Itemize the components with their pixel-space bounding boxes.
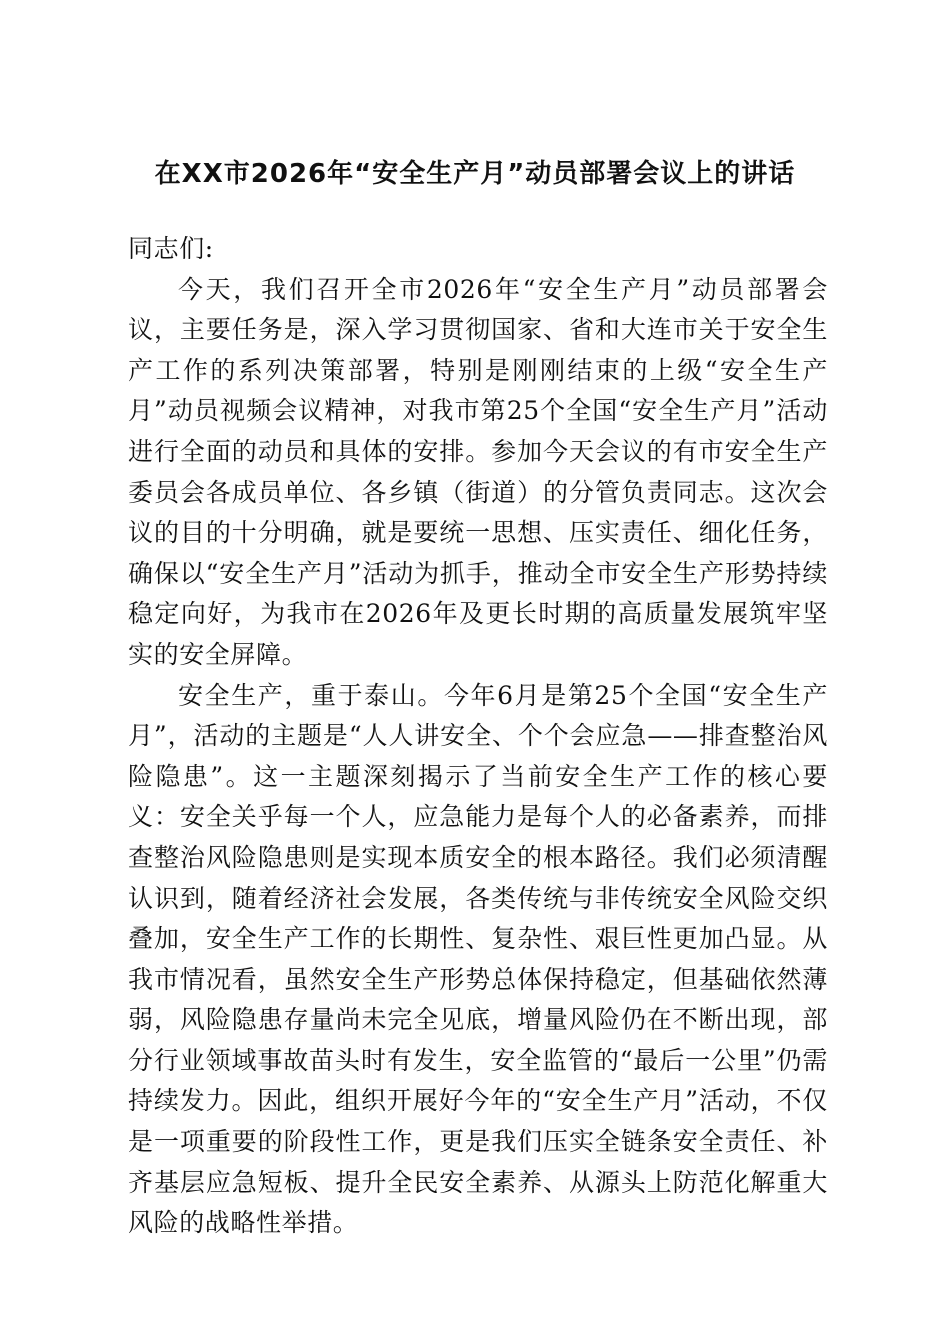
salutation: 同志们: — [128, 234, 214, 263]
document-title: 在XX市2026年“安全生产月”动员部署会议上的讲话 — [154, 159, 796, 189]
paragraph-1: 今天，我们召开全市2026年“安全生产月”动员部署会议，主要任务是，深入学习贯彻国家、省和大连市关于安全生产工作的系列决策部署，特别是刚刚结束的上级“安全生产月”动员视频会议精神，对我市第25个全国“安全生产月”活动进行全面的动员和具体的安排。参加今天会议的有市安全生产委员会各成员单位、各乡镇（街道）的分管负责同志。这次会议的目的十分明确，就是要统一思想、压实责任、细化任务，确保以“安全生产月”活动为抓手，推动全市安全生产形势持续稳定向好，为我市在2026年及更长时期的高质量发展筑牢坚实的安全屏障。 — [128, 274, 828, 669]
paragraph-2: 安全生产，重于泰山。今年6月是第25个全国“安全生产月”，活动的主题是“人人讲安全、个个会应急——排查整治风险隐患”。这一主题深刻揭示了当前安全生产工作的核心要义：安全关乎每一个人，应急能力是每个人的必备素养，而排查整治风险隐患则是实现本质安全的根本路径。我们必须清醒认识到，随着经济社会发展，各类传统与非传统安全风险交织叠加，安全生产工作的长期性、复杂性、艰巨性更加凸显。从我市情况看，虽然安全生产形势总体保持稳定，但基础依然薄弱，风险隐患存量尚未完全见底，增量风险仍在不断出现，部分行业领域事故苗头时有发生，安全监管的“最后一公里”仍需持续发力。因此，组织开展好今年的“安全生产月”活动，不仅是一项重要的阶段性工作，更是我们压实全链条安全责任、补齐基层应急短板、提升全民安全素养、从源头上防范化解重大风险的战略性举措。 — [128, 680, 828, 1238]
document-body — [128, 229, 828, 1244]
